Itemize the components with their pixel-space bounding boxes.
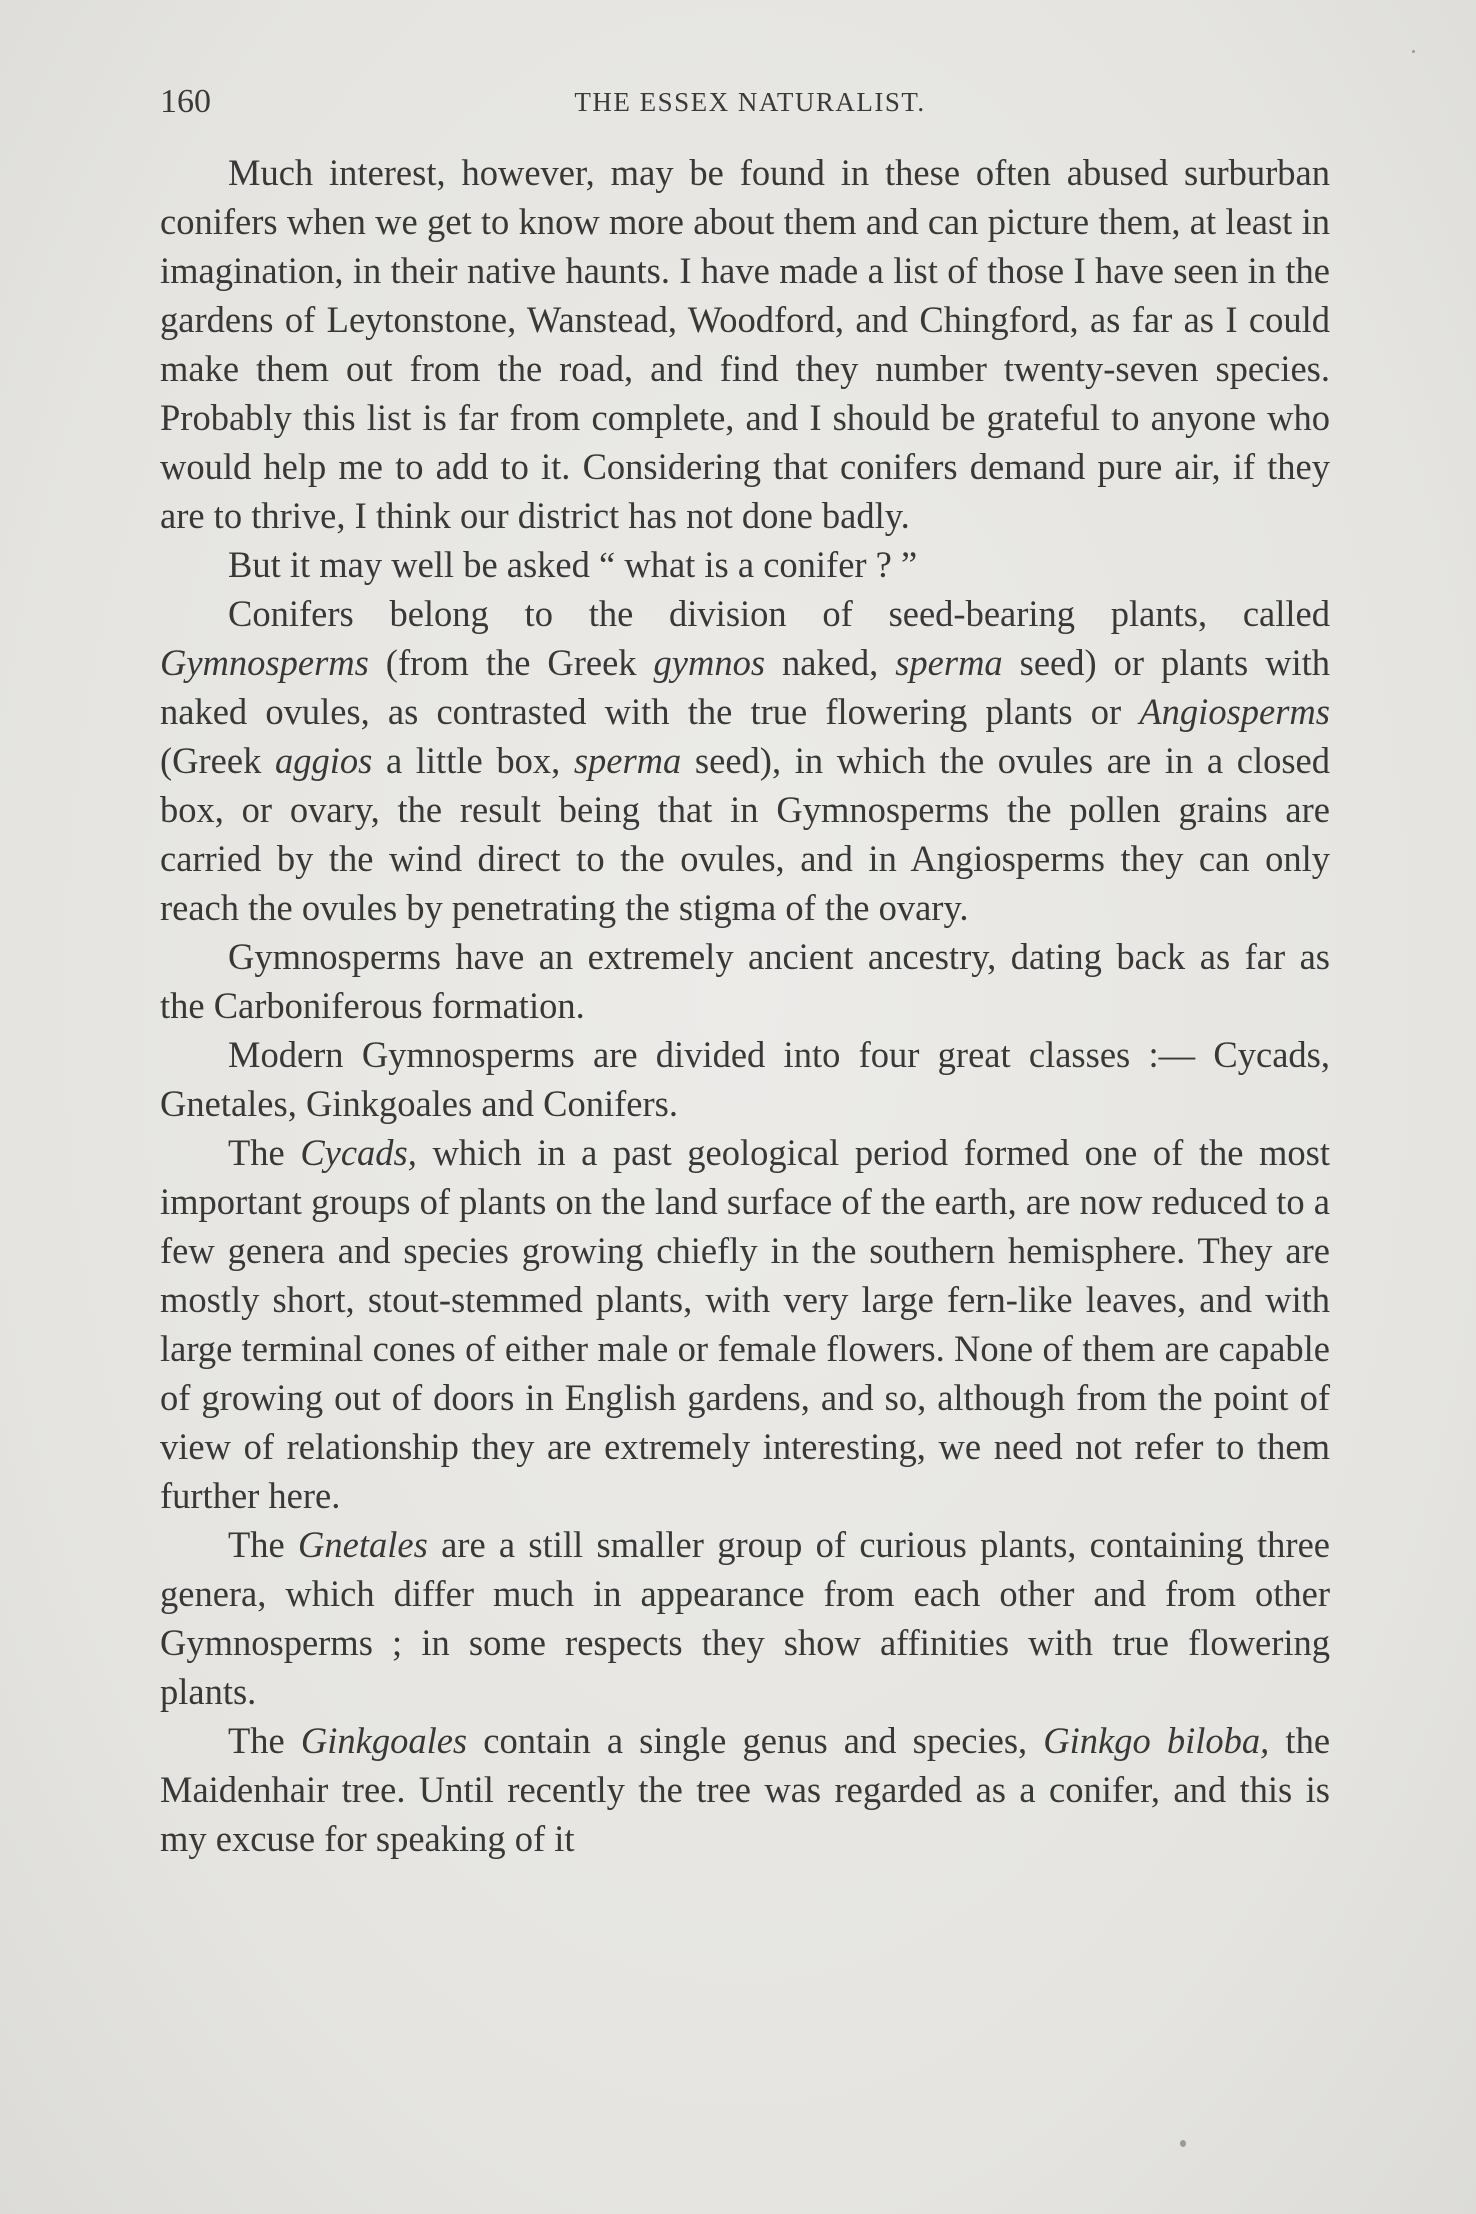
text-run: (Greek [160, 740, 275, 781]
text-run: (from the Greek [368, 642, 654, 683]
italic-term: aggios [274, 740, 373, 781]
text-run: the Maidenhair tree. Until recently the tree was regarded as a conifer, and this is my excuse for speaking of it [160, 1720, 1331, 1859]
italic-term: Cycads, [300, 1132, 417, 1173]
italic-term: Gnetales [298, 1524, 428, 1565]
paragraph [160, 148, 1330, 540]
text-run: Much interest, however, may be found in these often abused surburban conifers when we get to know more about them and can picture them, at least in imagination, in their native haunts. I have made a list of those I have seen in the gardens of Leytonstone, Wanstead, Woodford, and Chingford, as far as I could make them out from the road, and find they number twenty-seven species. Probably this list is far from complete, and I should be grateful to anyone who would help me to add to it. Considering that conifers demand pure air, if they are to thrive, I think our district has not done badly. [160, 152, 1330, 536]
text-run: seed) or plants with naked ovules, as contrasted with the true flowering plants or [160, 642, 1330, 732]
italic-term: Gymnosperms [160, 642, 369, 683]
text-run: The [228, 1524, 299, 1565]
italic-term: Angiosperms [1139, 691, 1330, 732]
paragraph [160, 589, 1330, 932]
body-text [160, 148, 1330, 1863]
text-run: Modern Gymnosperms are divided into four great classes :— Cycads, Gnetales, Ginkgoales and Conifers. [160, 1034, 1330, 1124]
paragraph [160, 1030, 1330, 1128]
page-number: 160 [160, 83, 211, 120]
text-run: seed), in which the ovules are in a closed box, or ovary, the result being that in Gymnosperms the pollen grains are carried by the wind direct to the ovules, and in Angiosperms they can only reach the ovules by penetrating the stigma of the ovary. [160, 740, 1330, 928]
italic-term: gymnos [653, 642, 766, 683]
text-run: are a still smaller group of curious plants, containing three genera, which differ much in appearance from each other and from other Gymnosperms ; in some respects they show affinities with true flowering plants. [160, 1524, 1330, 1712]
text-run: But it may well be asked “ what is a conifer ? ” [228, 544, 918, 585]
text-run: The [228, 1720, 301, 1761]
paragraph [160, 1520, 1330, 1716]
text-run: Conifers belong to the division of seed-bearing plants, called [228, 593, 1330, 634]
paragraph [160, 932, 1330, 1030]
paragraph [160, 1128, 1330, 1520]
running-title: THE ESSEX NATURALIST. [574, 87, 926, 117]
text-run: The [228, 1132, 301, 1173]
italic-term: sperma [895, 642, 1003, 683]
paper-speck [1412, 50, 1415, 53]
text-run: which in a past geological period formed one of the most important groups of plants on the land surface of the earth, are now reduced to a few genera and species growing chiefly in the southern hemisphere. They are mostly short, stout-stemmed plants, with very large fern-like leaves, and with large terminal cones of either male or female flowers. None of them are capable of growing out of doors in English gardens, and so, although from the point of view of relationship they are extremely interesting, we need not refer to them further here. [160, 1132, 1330, 1516]
italic-term: Ginkgoales [300, 1720, 468, 1761]
paragraph [160, 1716, 1330, 1863]
paper-speck [1180, 2140, 1186, 2147]
italic-term: Ginkgo biloba, [1043, 1720, 1270, 1761]
text-run: contain a single genus and species, [467, 1720, 1044, 1761]
italic-term: sperma [573, 740, 682, 781]
text-run: a little box, [372, 740, 574, 781]
page-header [160, 72, 1340, 132]
text-run: Gymnosperms have an extremely ancient ancestry, dating back as far as the Carboniferous formation. [160, 936, 1330, 1026]
text-run: naked, [765, 642, 896, 683]
paragraph [160, 540, 1330, 589]
